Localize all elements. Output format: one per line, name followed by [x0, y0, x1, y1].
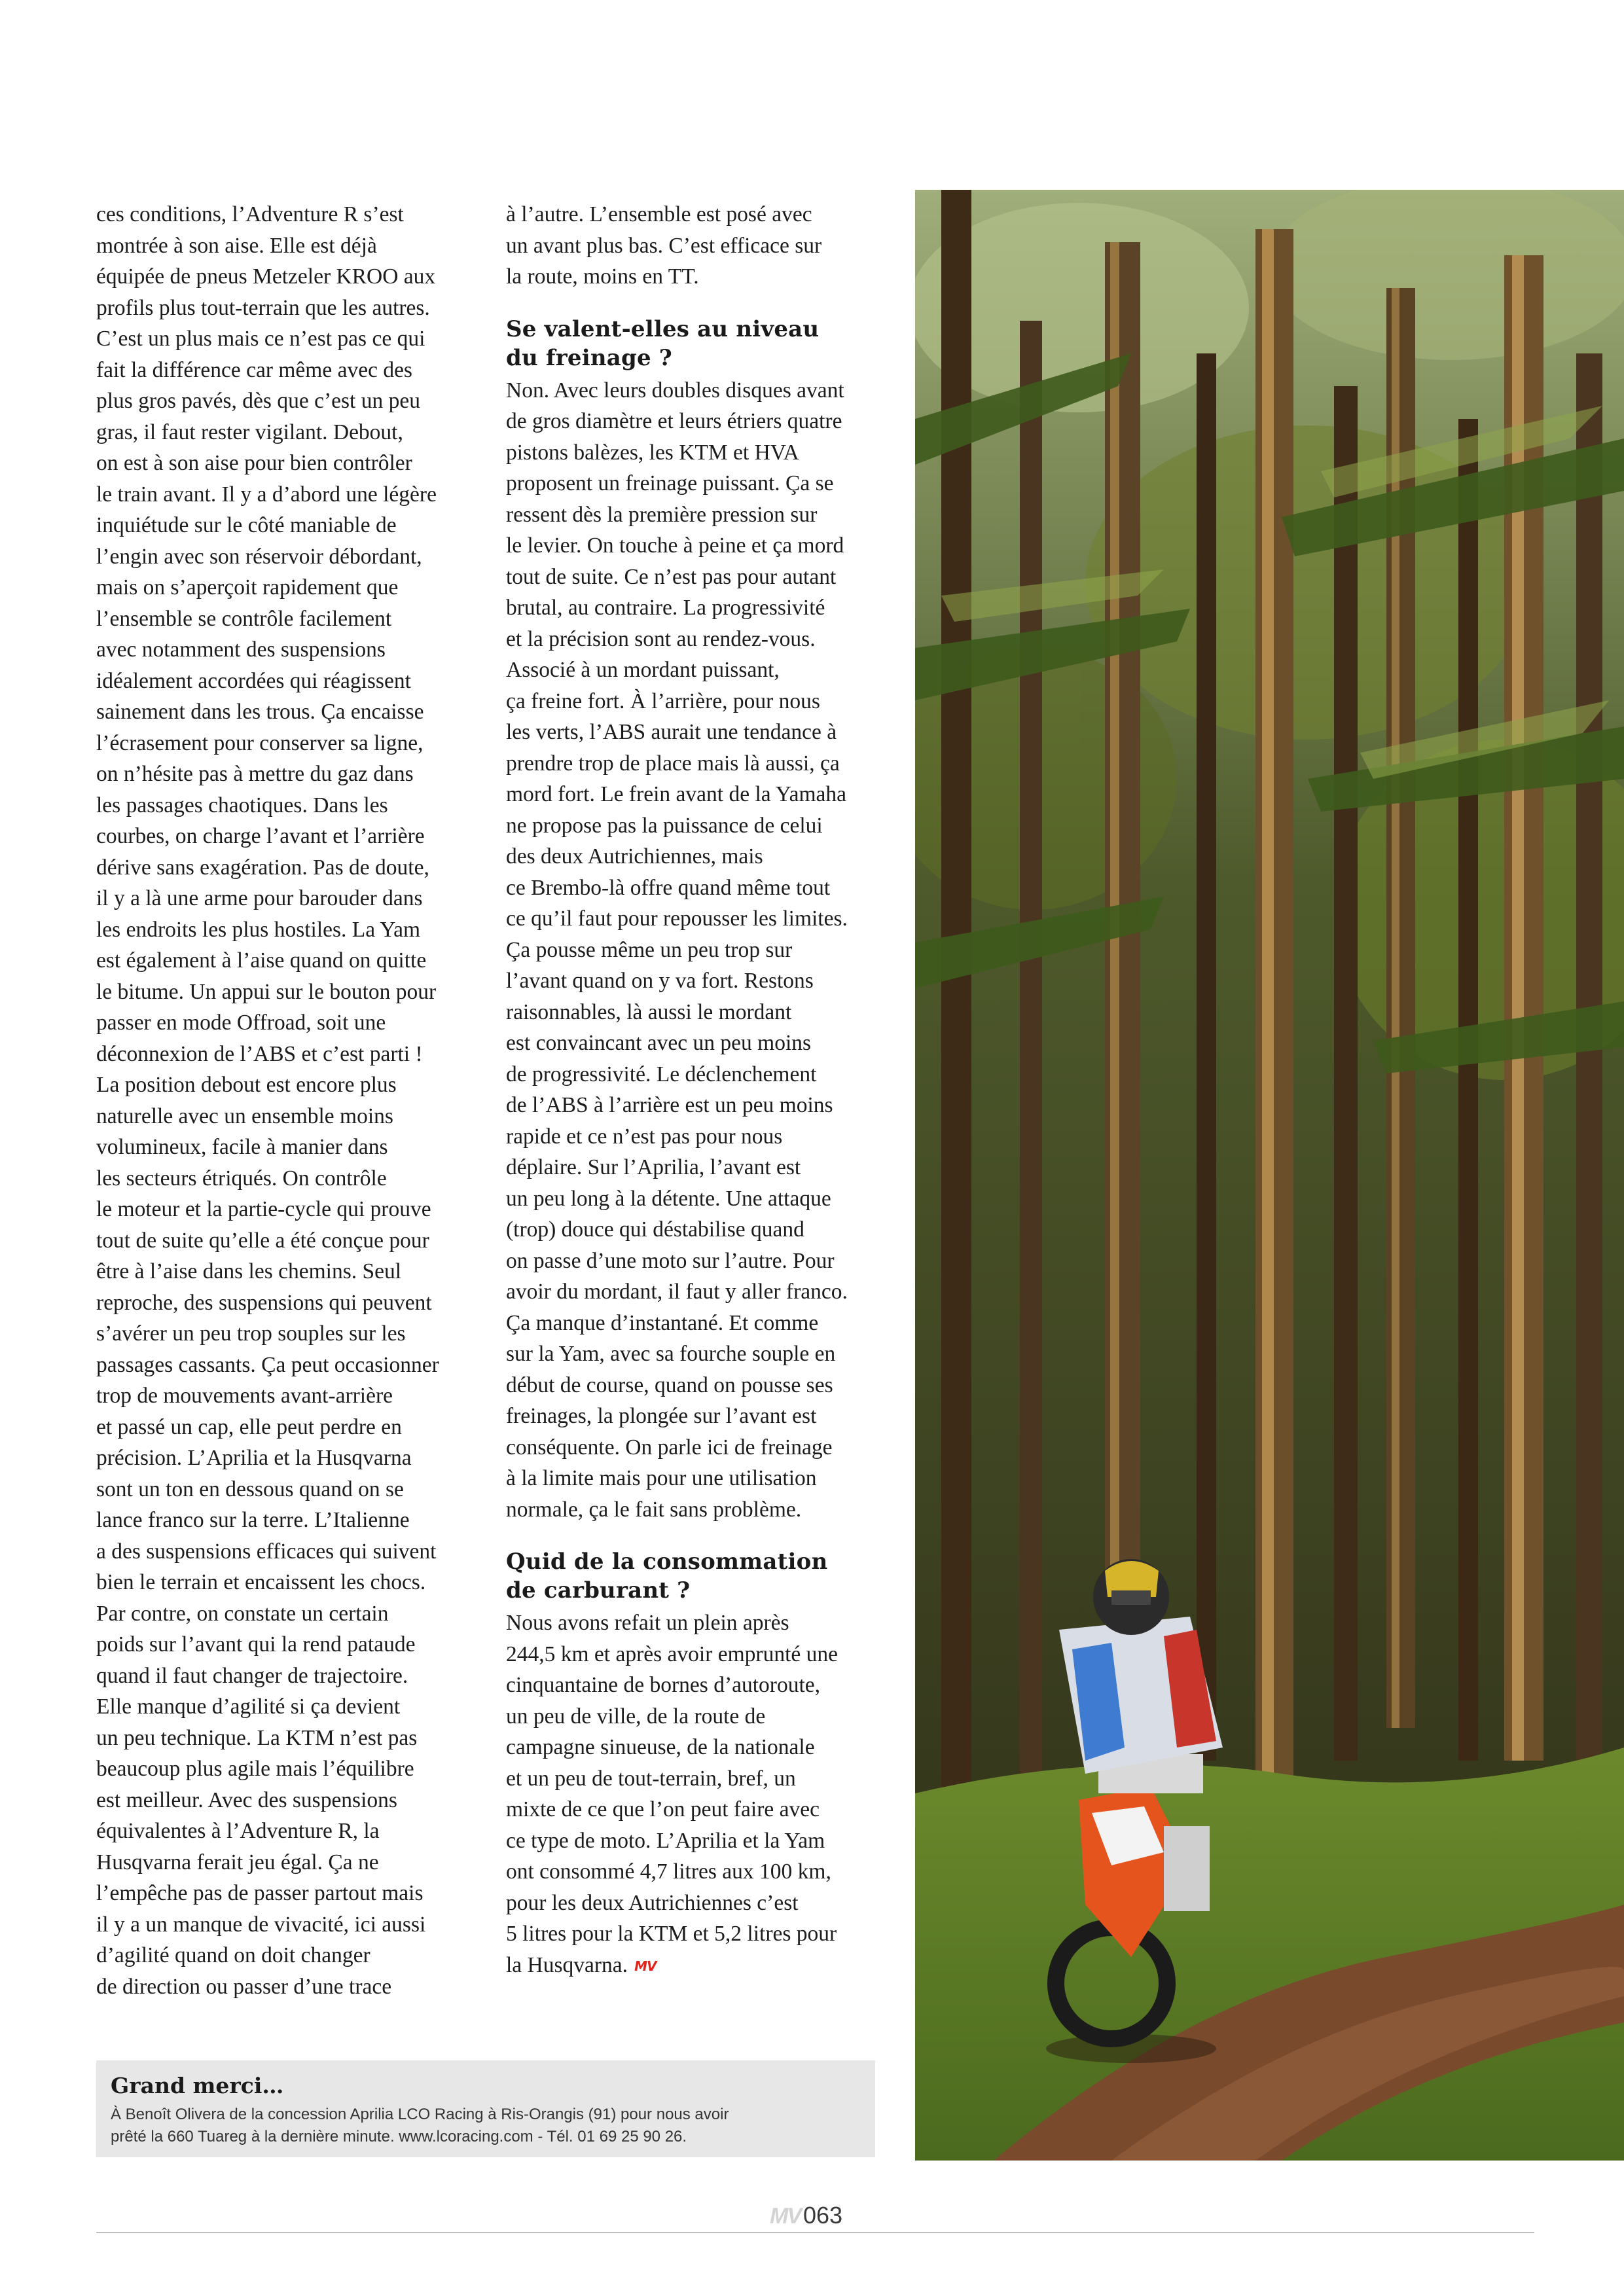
text-line: poids sur l’avant qui la rend pataude: [96, 1632, 416, 1657]
text-line: un peu technique. La KTM n’est pas: [96, 1725, 418, 1750]
text-line: a des suspensions efficaces qui suivent: [96, 1539, 437, 1564]
paragraph-consommation: [506, 1607, 899, 1982]
text-line: équivalentes à l’Adventure R, la: [96, 1819, 380, 1843]
text-line: tout de suite. Ce n’est pas pour autant: [506, 564, 837, 589]
thanks-line: À Benoît Olivera de la concession Aprilia LCO Racing à Ris-Orangis (91) pour nous avoir: [111, 2106, 729, 2123]
text-line: on passe d’une moto sur l’autre. Pour: [506, 1248, 835, 1273]
text-line: reproche, des suspensions qui peuvent: [96, 1290, 432, 1315]
text-line: Nous avons refait un plein après: [506, 1611, 789, 1635]
thanks-body: [111, 2104, 861, 2148]
thanks-box: [96, 2060, 875, 2157]
text-line: avec notamment des suspensions: [96, 637, 386, 662]
text-line: tout de suite qu’elle a été conçue pour: [96, 1228, 429, 1253]
text-line: campagne sinueuse, de la nationale: [506, 1735, 815, 1759]
heading-line: Quid de la consommation: [506, 1549, 828, 1575]
text-line: les verts, l’ABS aurait une tendance à: [506, 720, 837, 744]
text-line: le bitume. Un appui sur le bouton pour: [96, 979, 437, 1004]
text-line: l’empêche pas de passer partout mais: [96, 1881, 424, 1905]
text-line: ce type de moto. L’Aprilia et la Yam: [506, 1828, 825, 1853]
text-line: sainement dans les trous. Ça encaisse: [96, 700, 424, 724]
text-line: les secteurs étriqués. On contrôle: [96, 1166, 387, 1191]
text-line: quand il faut changer de trajectoire.: [96, 1663, 408, 1688]
text-line: freinages, la plongée sur l’avant est: [506, 1404, 817, 1428]
text-line: on n’hésite pas à mettre du gaz dans: [96, 762, 414, 786]
section-heading-consommation: [506, 1547, 899, 1605]
text-line: profils plus tout-terrain que les autres.: [96, 295, 430, 320]
text-line: Elle manque d’agilité si ça devient: [96, 1695, 401, 1719]
text-line: trop de mouvements avant-arrière: [96, 1384, 393, 1408]
text-line: il y a là une arme pour barouder dans: [96, 886, 423, 910]
page-folio: [770, 2202, 842, 2231]
heading-line: de carburant ?: [506, 1577, 691, 1604]
text-line: (trop) douce qui déstabilise quand: [506, 1217, 804, 1242]
text-line: proposent un freinage puissant. Ça se: [506, 471, 834, 495]
text-line: est également à l’aise quand on quitte: [96, 948, 427, 973]
text-line: mais on s’aperçoit rapidement que: [96, 575, 399, 600]
text-line: et passé un cap, elle peut perdre en: [96, 1414, 402, 1439]
text-line: il y a un manque de vivacité, ici aussi: [96, 1912, 426, 1937]
text-line: conséquente. On parle ici de freinage: [506, 1435, 833, 1460]
text-line: un peu long à la détente. Une attaque: [506, 1186, 831, 1211]
text-line: raisonnables, là aussi le mordant: [506, 999, 792, 1024]
text-line: un avant plus bas. C’est efficace sur: [506, 233, 822, 258]
article-column-middle: [506, 199, 899, 1982]
paragraph-col2-intro: [506, 199, 899, 293]
text-line: idéalement accordées qui réagissent: [96, 668, 411, 693]
text-line: sur la Yam, avec sa fourche souple en: [506, 1342, 836, 1366]
text-line: Ça pousse même un peu trop sur: [506, 937, 793, 962]
text-line: déplaire. Sur l’Aprilia, l’avant est: [506, 1155, 801, 1179]
text-line: l’ensemble se contrôle facilement: [96, 606, 392, 631]
text-line: ce Brembo-là offre quand même tout: [506, 875, 831, 900]
magazine-logo: MV: [770, 2204, 801, 2229]
text-line: les passages chaotiques. Dans les: [96, 793, 388, 817]
text-line: de gros diamètre et leurs étriers quatre: [506, 409, 842, 433]
text-line: Par contre, on constate un certain: [96, 1601, 389, 1626]
page-number: 063: [803, 2202, 843, 2229]
text-line: équipée de pneus Metzeler KROO aux: [96, 264, 436, 289]
text-line: normale, ça le fait sans problème.: [506, 1497, 802, 1522]
thanks-line: prêté la 660 Tuareg à la dernière minute. www.lcoracing.com - Tél. 01 69 25 90 26.: [111, 2128, 687, 2145]
text-line: brutal, au contraire. La progressivité: [506, 596, 825, 620]
text-line: s’avérer un peu trop souples sur les: [96, 1321, 406, 1346]
text-line: ressent dès la première pression sur: [506, 502, 818, 527]
text-line: d’agilité quand on doit changer: [96, 1943, 370, 1967]
text-line: des deux Autrichiennes, mais: [506, 844, 763, 869]
text-line: La position debout est encore plus: [96, 1073, 397, 1097]
text-line: à l’autre. L’ensemble est posé avec: [506, 202, 812, 226]
last-line: [506, 1950, 899, 1982]
text-line: le train avant. Il y a d’abord une légère: [96, 482, 437, 507]
text-line: les endroits les plus hostiles. La Yam: [96, 917, 421, 942]
text-line: être à l’aise dans les chemins. Seul: [96, 1259, 402, 1283]
text-line: et la précision sont au rendez-vous.: [506, 626, 816, 651]
text-line: un peu de ville, de la route de: [506, 1704, 766, 1729]
text-line: de l’ABS à l’arrière est un peu moins: [506, 1093, 833, 1117]
text-line: mord fort. Le frein avant de la Yamaha: [506, 782, 847, 806]
text-line: inquiétude sur le côté maniable de: [96, 513, 397, 537]
article-column-left: [96, 199, 489, 2002]
text-line: passages cassants. Ça peut occasionner: [96, 1352, 439, 1377]
text-line: de progressivité. Le déclenchement: [506, 1062, 817, 1086]
text-line: ce qu’il faut pour repousser les limites.: [506, 906, 848, 931]
text-line: Ça manque d’instantané. Et comme: [506, 1310, 819, 1335]
text-line: gras, il faut rester vigilant. Debout,: [96, 420, 403, 444]
text-line: ces conditions, l’Adventure R s’est: [96, 202, 404, 226]
text-line: avoir du mordant, il faut y aller franco.: [506, 1280, 848, 1304]
text-line: volumineux, facile à manier dans: [96, 1135, 388, 1159]
text-line: fait la différence car même avec des: [96, 357, 412, 382]
text-line: bien le terrain et encaissent les chocs.: [96, 1570, 426, 1594]
paragraph-freinage: [506, 375, 899, 1526]
text-line: est meilleur. Avec des suspensions: [96, 1787, 397, 1812]
text-line: déconnexion de l’ABS et c’est parti !: [96, 1041, 423, 1066]
text-line: début de course, quand on pousse ses: [506, 1372, 833, 1397]
paragraph-col1: [96, 199, 489, 2002]
text-line: précision. L’Aprilia et la Husqvarna: [96, 1446, 412, 1470]
text-line: mixte de ce que l’on peut faire avec: [506, 1797, 820, 1821]
text-line: naturelle avec un ensemble moins: [96, 1103, 393, 1128]
last-line-text: la Husqvarna.: [506, 1952, 628, 1977]
text-line: ça freine fort. À l’arrière, pour nous: [506, 689, 820, 713]
text-line: et un peu de tout-terrain, bref, un: [506, 1766, 796, 1791]
heading-line: Se valent-elles au niveau: [506, 315, 820, 342]
text-line: 5 litres pour la KTM et 5,2 litres pour: [506, 1922, 837, 1946]
text-line: cinquantaine de bornes d’autoroute,: [506, 1673, 820, 1697]
text-line: plus gros pavés, dès que c’est un peu: [96, 389, 420, 413]
text-line: l’avant quand on y va fort. Restons: [506, 969, 814, 993]
text-line: montrée à son aise. Elle est déjà: [96, 233, 377, 258]
heading-line: du freinage ?: [506, 344, 672, 371]
text-line: la route, moins en TT.: [506, 264, 699, 289]
text-line: dérive sans exagération. Pas de doute,: [96, 855, 429, 880]
text-line: courbes, on charge l’avant et l’arrière: [96, 824, 425, 848]
text-line: passer en mode Offroad, soit une: [96, 1011, 386, 1035]
text-line: l’écrasement pour conserver sa ligne,: [96, 730, 424, 755]
text-line: C’est un plus mais ce n’est pas ce qui: [96, 327, 425, 351]
forest-motorcycle-photo: [915, 190, 1624, 2161]
text-line: ne propose pas la puissance de celui: [506, 813, 823, 838]
text-line: l’engin avec son réservoir débordant,: [96, 544, 422, 569]
text-line: 244,5 km et après avoir emprunté une: [506, 1641, 838, 1666]
text-line: Non. Avec leurs doubles disques avant: [506, 378, 844, 403]
text-line: beaucoup plus agile mais l’équilibre: [96, 1757, 414, 1781]
text-line: à la limite mais pour une utilisation: [506, 1466, 817, 1490]
text-line: Associé à un mordant puissant,: [506, 658, 780, 682]
footer-rule: [96, 2232, 1534, 2233]
text-line: pour les deux Autrichiennes c’est: [506, 1890, 799, 1915]
text-line: est convaincant avec un peu moins: [506, 1031, 812, 1055]
text-line: de direction ou passer d’une trace: [96, 1974, 392, 1999]
text-line: rapide et ce n’est pas pour nous: [506, 1124, 783, 1149]
end-mark-logo: MV: [634, 1958, 657, 1974]
text-line: on est à son aise pour bien contrôler: [96, 451, 412, 475]
text-line: ont consommé 4,7 litres aux 100 km,: [506, 1859, 831, 1884]
text-line: le moteur et la partie-cycle qui prouve: [96, 1197, 431, 1221]
text-line: sont un ton en dessous quand on se: [96, 1477, 404, 1501]
text-line: Husqvarna ferait jeu égal. Ça ne: [96, 1850, 379, 1874]
text-line: prendre trop de place mais là aussi, ça: [506, 751, 840, 776]
text-line: pistons balèzes, les KTM et HVA: [506, 440, 799, 465]
text-line: lance franco sur la terre. L’Italienne: [96, 1508, 410, 1532]
thanks-title: Grand merci…: [111, 2073, 284, 2098]
section-heading-freinage: [506, 315, 899, 372]
text-line: le levier. On touche à peine et ça mord: [506, 533, 844, 558]
